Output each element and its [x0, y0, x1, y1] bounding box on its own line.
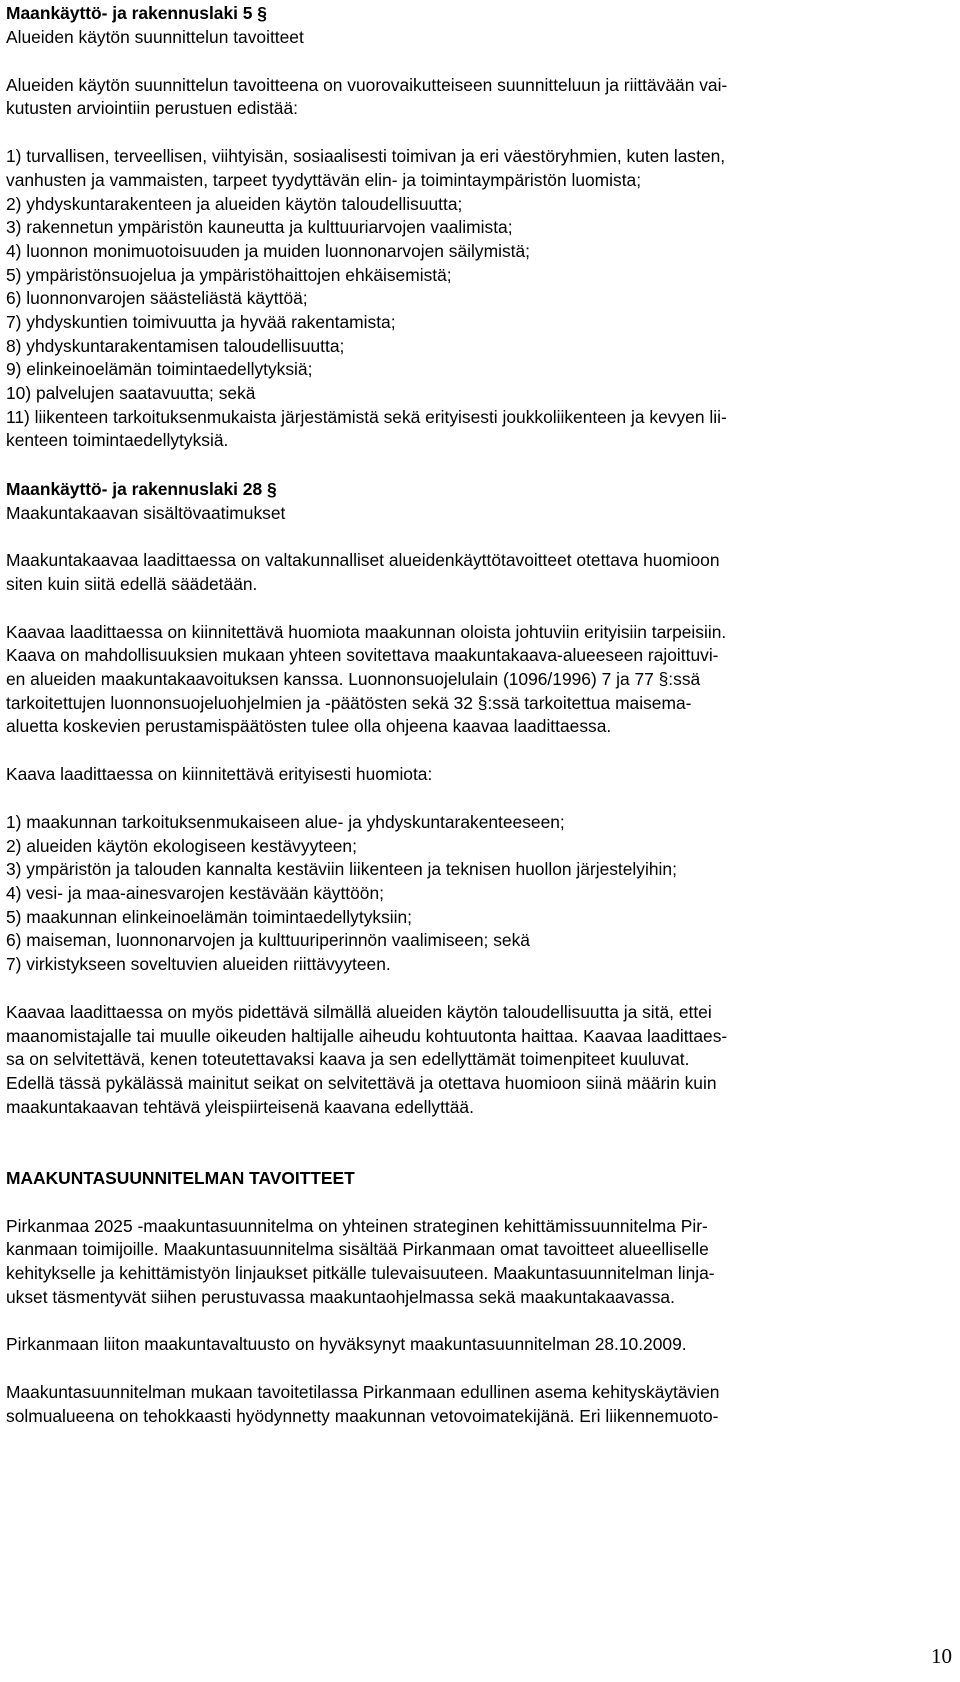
list-item: 4) luonnon monimuotoisuuden ja muiden luonnonarvojen säilymistä; [6, 241, 530, 261]
paragraph-line: Maakuntakaavaa laadittaessa on valtakunnalliset alueidenkäyttötavoitteet otettava huomioon [6, 550, 720, 570]
section-heading-tavoitteet: MAAKUNTASUUNNITELMAN TAVOITTEET [6, 1168, 355, 1188]
paragraph-line: kanmaan toimijoille. Maakuntasuunnitelma sisältää Pirkanmaan omat tavoitteet alueelliselle [6, 1239, 709, 1259]
list-item: 3) rakennetun ympäristön kauneutta ja kulttuuriarvojen vaalimista; [6, 217, 513, 237]
list-item: kenteen toimintaedellytyksiä. [6, 430, 229, 450]
list-item: 8) yhdyskuntarakentamisen taloudellisuutta; [6, 336, 345, 356]
list-item: 5) maakunnan elinkeinoelämän toimintaedellytyksiin; [6, 907, 413, 927]
list-item: vanhusten ja vammaisten, tarpeet tyydyttävän elin- ja toimintaympäristön luomista; [6, 170, 642, 190]
list-item: 10) palvelujen saatavuutta; sekä [6, 383, 256, 403]
paragraph-line: Pirkanmaa 2025 -maakuntasuunnitelma on yhteinen strateginen kehittämissuunnitelma Pir- [6, 1216, 708, 1236]
paragraph-line: Kaava on mahdollisuuksien mukaan yhteen sovitettava maakuntakaava-alueeseen rajoittuvi- [6, 645, 719, 665]
list-item: 6) luonnonvarojen säästeliästä käyttöä; [6, 288, 308, 308]
section-heading-mrl-28: Maankäyttö- ja rakennuslaki 28 § [6, 479, 277, 499]
list-item: 1) maakunnan tarkoituksenmukaiseen alue- ja yhdyskuntarakenteeseen; [6, 812, 565, 832]
list-item: 2) alueiden käytön ekologiseen kestävyyteen; [6, 836, 357, 856]
list-item: 9) elinkeinoelämän toimintaedellytyksiä; [6, 359, 313, 379]
list-item: 11) liikenteen tarkoituksenmukaista järjestämistä sekä erityisesti joukkoliikenteen ja kevyen lii- [6, 407, 727, 427]
paragraph-line: Kaavaa laadittaessa on kiinnitettävä huomiota maakunnan oloista johtuviin erityisiin tarpeisiin. [6, 622, 727, 642]
list-item: 2) yhdyskuntarakenteen ja alueiden käytön taloudellisuutta; [6, 194, 463, 214]
section-heading-mrl-5: Maankäyttö- ja rakennuslaki 5 § [6, 3, 267, 23]
paragraph-line: Kaavaa laadittaessa on myös pidettävä silmällä alueiden käytön taloudellisuutta ja sitä, ettei [6, 1002, 712, 1022]
list-item: 6) maiseman, luonnonarvojen ja kulttuuriperinnön vaalimiseen; sekä [6, 930, 530, 950]
section-subheading-mrl-5: Alueiden käytön suunnittelun tavoitteet [6, 27, 304, 47]
paragraph-line: tarkoitettujen luonnonsuojeluohjelmien ja -päätösten sekä 32 §:ssä tarkoitettua maisema- [6, 693, 692, 713]
paragraph-line: ukset täsmentyvät siihen perustuvassa maakuntaohjelmassa sekä maakuntakaavassa. [6, 1287, 675, 1307]
list-item: 1) turvallisen, terveellisen, viihtyisän, sosiaalisesti toimivan ja eri väestöryhmien, kuten lasten, [6, 146, 726, 166]
paragraph-line: solmualueena on tehokkaasti hyödynnetty maakunnan vetovoimatekijänä. Eri liikennemuoto- [6, 1406, 719, 1426]
intro-line: kutusten arviointiin perustuen edistää: [6, 98, 298, 118]
paragraph-line: en alueiden maakuntakaavoituksen kanssa. Luonnonsuojelulain (1096/1996) 7 ja 77 §:ssä [6, 669, 701, 689]
paragraph-line: siten kuin siitä edellä säädetään. [6, 574, 258, 594]
paragraph-line: Kaava laadittaessa on kiinnitettävä erityisesti huomiota: [6, 764, 433, 784]
paragraph-line: kehitykselle ja kehittämistyön linjaukset pitkälle tulevaisuuteen. Maakuntasuunnitelman linja- [6, 1263, 715, 1283]
list-item: 3) ympäristön ja talouden kannalta kestäviin liikenteen ja teknisen huollon järjestelyihin; [6, 859, 677, 879]
page-number: 10 [931, 1644, 952, 1668]
list-item: 5) ympäristönsuojelua ja ympäristöhaittojen ehkäisemistä; [6, 265, 452, 285]
paragraph-line: Maakuntasuunnitelman mukaan tavoitetilassa Pirkanmaan edullinen asema kehityskäytävien [6, 1382, 720, 1402]
paragraph-line: aluetta koskevien perustamispäätösten tulee olla ohjeena kaavaa laadittaessa. [6, 716, 612, 736]
list-item: 4) vesi- ja maa-ainesvarojen kestävään käyttöön; [6, 883, 384, 903]
paragraph-line: maakuntakaavan tehtävä yleispiirteisenä kaavana edellyttää. [6, 1097, 474, 1117]
paragraph-line: sa on selvitettävä, kenen toteutettavaksi kaava ja sen edellyttämät toimenpiteet kuuluvat. [6, 1049, 690, 1069]
list-item: 7) yhdyskuntien toimivuutta ja hyvää rakentamista; [6, 312, 396, 332]
paragraph-line: maanomistajalle tai muulle oikeuden haltijalle aiheudu kohtuutonta haittaa. Kaavaa laadittaes- [6, 1026, 728, 1046]
paragraph-line: Pirkanmaan liiton maakuntavaltuusto on hyväksynyt maakuntasuunnitelman 28.10.2009. [6, 1334, 687, 1354]
intro-line: Alueiden käytön suunnittelun tavoitteena on vuorovaikutteiseen suunnitteluun ja riittävään vai- [6, 75, 728, 95]
paragraph-line: Edellä tässä pykälässä mainitut seikat on selvitettävä ja otettava huomioon siinä määrin kuin [6, 1073, 717, 1093]
section-subheading-mrl-28: Maakuntakaavan sisältövaatimukset [6, 503, 286, 523]
list-item: 7) virkistykseen soveltuvien alueiden riittävyyteen. [6, 954, 391, 974]
